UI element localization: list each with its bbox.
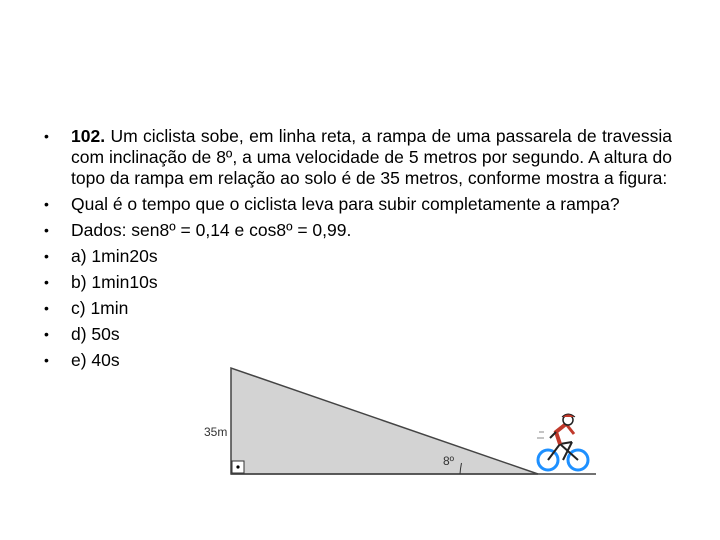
list-item bbox=[40, 220, 672, 241]
bullet-icon: • bbox=[44, 274, 49, 290]
option-d: d) 50s bbox=[71, 324, 120, 344]
question-intro: Um ciclista sobe, em linha reta, a rampa de uma passarela de travessia com inclinação de 8º, a uma velocidade de 5 metros por segundo. A altura do topo da rampa em relação ao solo é de 35 metros, conforme mostra a figura: bbox=[71, 126, 672, 188]
bullet-icon: • bbox=[44, 196, 49, 212]
option-item bbox=[40, 350, 201, 371]
bullet-icon: • bbox=[44, 326, 49, 342]
list-item bbox=[40, 194, 672, 215]
question-number: 102. bbox=[71, 126, 106, 146]
bullet-list bbox=[40, 126, 672, 376]
list-item bbox=[40, 126, 672, 189]
bullet-icon: • bbox=[44, 300, 49, 316]
bullet-icon: • bbox=[44, 352, 49, 368]
option-item bbox=[40, 324, 201, 345]
bullet-icon: • bbox=[44, 128, 49, 144]
option-b: b) 1min10s bbox=[71, 272, 158, 292]
angle-label: 8º bbox=[443, 454, 455, 468]
option-item bbox=[40, 272, 201, 293]
question-ask: Qual é o tempo que o ciclista leva para subir completamente a rampa? bbox=[71, 194, 620, 214]
bullet-icon: • bbox=[44, 222, 49, 238]
question-given: Dados: sen8º = 0,14 e cos8º = 0,99. bbox=[71, 220, 352, 240]
ramp-figure bbox=[198, 362, 598, 478]
option-c: c) 1min bbox=[71, 298, 129, 318]
height-label: 35m bbox=[204, 425, 228, 439]
option-a: a) 1min20s bbox=[71, 246, 158, 266]
cyclist-icon bbox=[537, 414, 588, 470]
option-item bbox=[40, 298, 201, 319]
bullet-icon: • bbox=[44, 248, 49, 264]
option-e: e) 40s bbox=[71, 350, 120, 370]
ramp-triangle bbox=[231, 368, 538, 474]
option-item bbox=[40, 246, 201, 267]
